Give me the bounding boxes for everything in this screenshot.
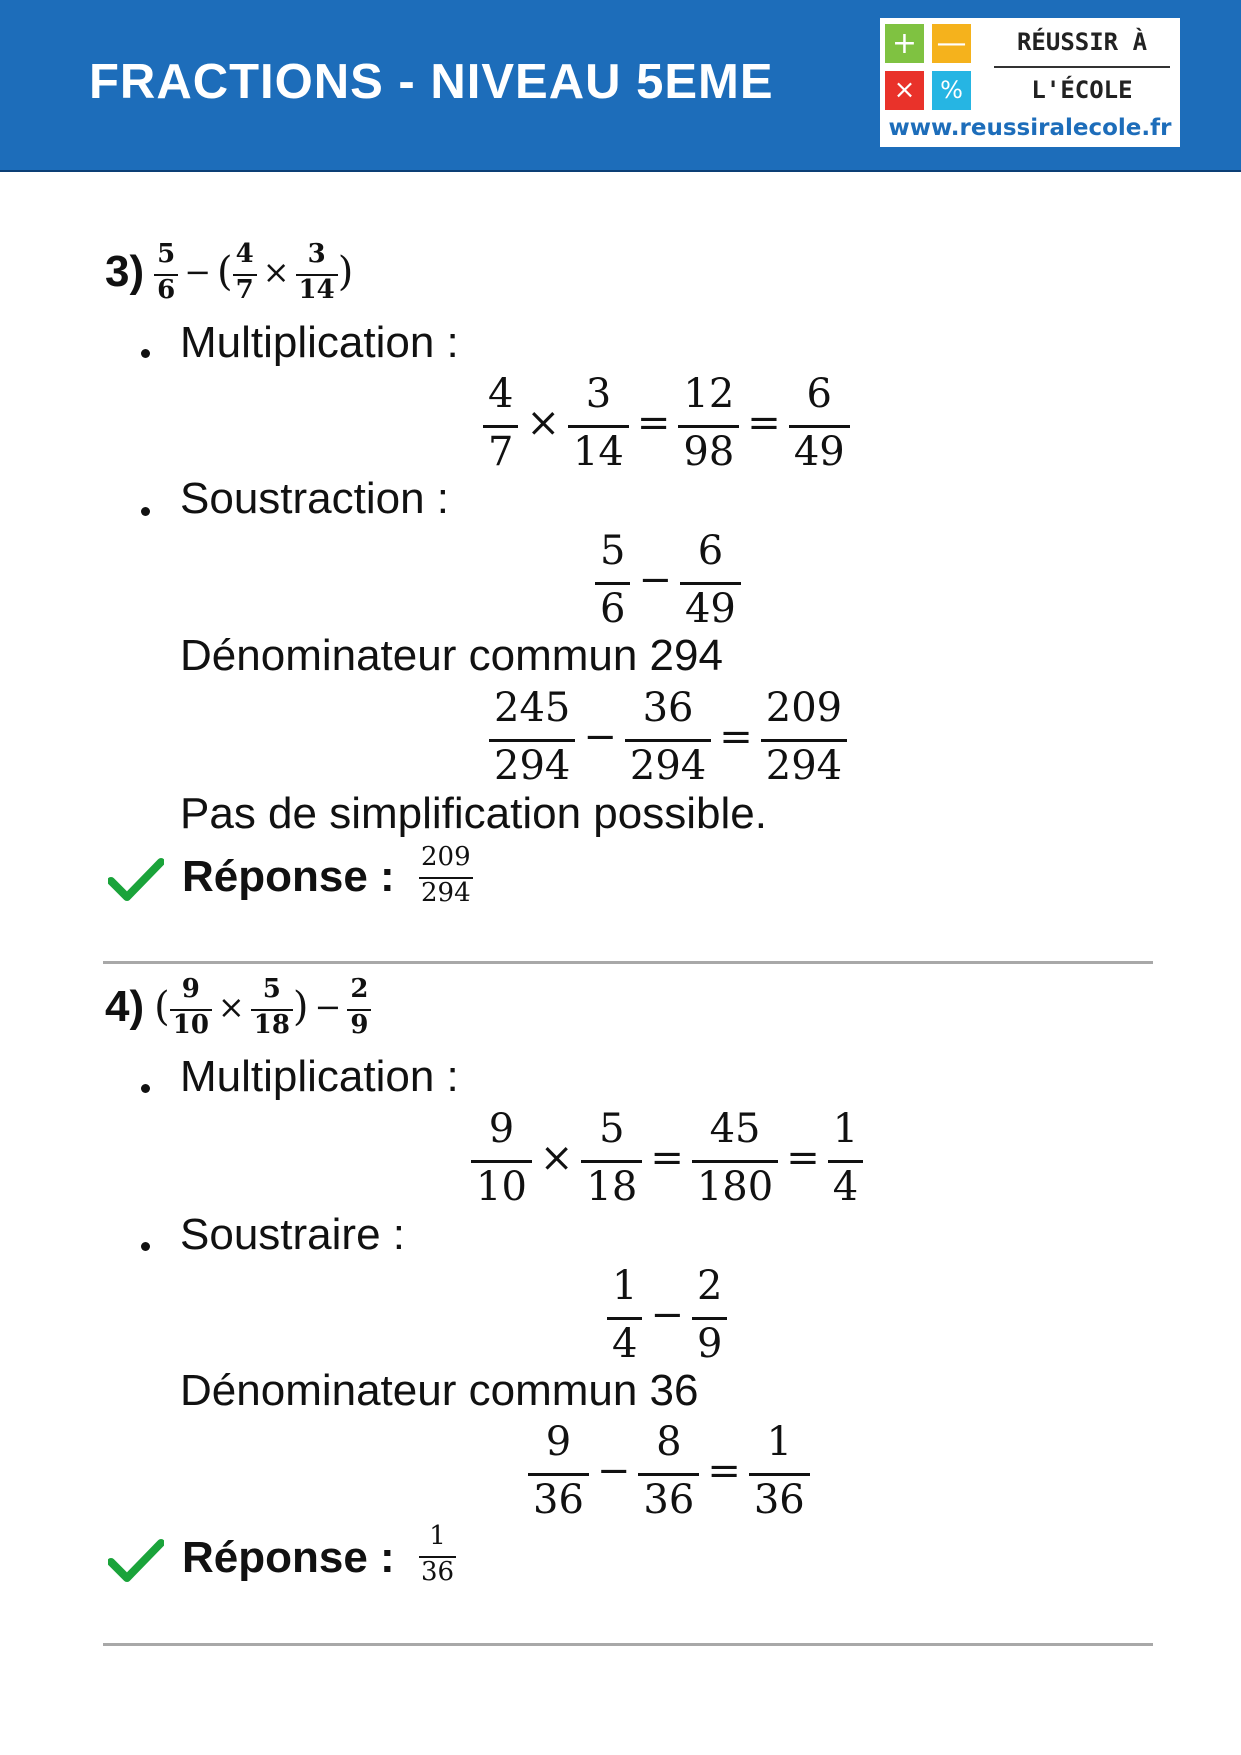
equals-sign: =	[650, 1135, 684, 1181]
common-denominator-text: Dénominateur commun 294	[180, 631, 723, 680]
exercise-number: 4)	[105, 982, 145, 1031]
equals-sign: =	[707, 1448, 741, 1494]
fraction: $\frac{5}{18}$	[251, 975, 293, 1039]
step-label: Soustraction :	[180, 474, 450, 523]
fraction: $\frac{12}{98}$	[678, 370, 739, 476]
paren-close: )	[337, 249, 354, 295]
step-label: Multiplication :	[180, 1052, 459, 1101]
page-title: FRACTIONS - NIVEAU 5EME	[89, 55, 774, 109]
fraction: $\frac{1}{36}$	[749, 1418, 810, 1524]
times-sign: ×	[526, 400, 560, 446]
paren-close: )	[292, 984, 309, 1030]
fraction: $\frac{5}{18}$	[581, 1105, 642, 1211]
exercise-4-expression	[105, 975, 371, 1039]
fraction: $\frac{5}{6}$	[154, 240, 178, 304]
answer-fraction	[419, 1522, 456, 1586]
paren-open: (	[217, 249, 233, 295]
fraction: $\frac{3}{14}$	[568, 370, 629, 476]
check-icon	[108, 1538, 164, 1584]
step-label: Multiplication :	[180, 318, 459, 367]
times-sign: ×	[217, 988, 245, 1026]
logo-url[interactable]: www.reussiralecole.fr	[888, 115, 1172, 141]
fraction: $\frac{5}{6}$	[595, 527, 630, 633]
bullet-icon	[141, 349, 150, 358]
bullet-icon	[141, 1242, 150, 1251]
fraction: $\frac{9}{10}$	[170, 975, 212, 1039]
times-sign: ×	[262, 253, 290, 291]
paren-open: (	[154, 984, 170, 1030]
section-divider	[103, 961, 1153, 964]
fraction: $\frac{1}{36}$	[421, 1521, 455, 1587]
fraction: $\frac{209}{294}$	[761, 684, 847, 790]
fraction: $\frac{1}{4}$	[607, 1262, 642, 1368]
fraction: $\frac{6}{49}$	[680, 527, 741, 633]
fraction: $\frac{4}{7}$	[483, 370, 518, 476]
fraction: $\frac{3}{14}$	[296, 240, 338, 304]
plus-icon: +	[885, 24, 924, 63]
step-label: Soustraire :	[180, 1210, 405, 1259]
subtraction-expression	[595, 527, 741, 633]
fraction: $\frac{1}{4}$	[828, 1105, 863, 1211]
subtraction-result	[528, 1418, 810, 1524]
fraction: $\frac{8}{36}$	[638, 1418, 699, 1524]
exercise-3-expression	[105, 240, 353, 304]
common-denominator-text: Dénominateur commun 36	[180, 1366, 699, 1415]
site-logo[interactable]	[880, 18, 1180, 147]
fraction: $\frac{9}{36}$	[528, 1418, 589, 1524]
times-sign: ×	[539, 1135, 574, 1181]
subtraction-result	[489, 684, 847, 790]
fraction: $\frac{6}{49}$	[789, 370, 850, 476]
fraction: $\frac{209}{294}$	[421, 842, 471, 908]
logo-divider	[994, 66, 1170, 68]
bullet-icon	[141, 507, 150, 516]
subtraction-expression	[607, 1262, 727, 1368]
equals-sign: =	[747, 400, 781, 446]
equals-sign: =	[636, 400, 671, 446]
bullet-icon	[141, 1084, 150, 1093]
minus-icon: —	[932, 24, 971, 63]
minus-sign: −	[638, 557, 672, 603]
fraction: $\frac{9}{10}$	[471, 1105, 532, 1211]
times-icon: ×	[885, 71, 924, 110]
check-icon	[108, 857, 164, 903]
fraction: $\frac{36}{294}$	[625, 684, 711, 790]
answer-label: Réponse :	[182, 852, 395, 901]
fraction: $\frac{4}{7}$	[233, 240, 257, 304]
fraction: $\frac{45}{180}$	[692, 1105, 778, 1211]
minus-sign: −	[596, 1448, 631, 1494]
answer-label: Réponse :	[182, 1533, 395, 1582]
logo-text-line1: RÉUSSIR À	[1016, 28, 1148, 56]
multiplication-result	[471, 1105, 863, 1211]
minus-sign: −	[184, 253, 212, 291]
minus-sign: −	[314, 988, 342, 1026]
fraction: $\frac{2}{9}$	[692, 1262, 727, 1368]
fraction: $\frac{2}{9}$	[347, 975, 371, 1039]
logo-icon-grid	[885, 24, 980, 119]
simplification-note: Pas de simplification possible.	[180, 789, 767, 838]
multiplication-result	[483, 370, 850, 476]
section-divider	[103, 1643, 1153, 1646]
fraction: $\frac{245}{294}$	[489, 684, 575, 790]
percent-icon: %	[932, 71, 971, 110]
header-banner	[0, 0, 1241, 172]
equals-sign: =	[786, 1135, 820, 1181]
minus-sign: −	[583, 714, 617, 760]
minus-sign: −	[650, 1292, 684, 1338]
logo-text-line2: L'ÉCOLE	[1031, 76, 1133, 104]
answer-fraction	[419, 843, 473, 907]
equals-sign: =	[719, 714, 753, 760]
exercise-number: 3)	[105, 247, 145, 296]
